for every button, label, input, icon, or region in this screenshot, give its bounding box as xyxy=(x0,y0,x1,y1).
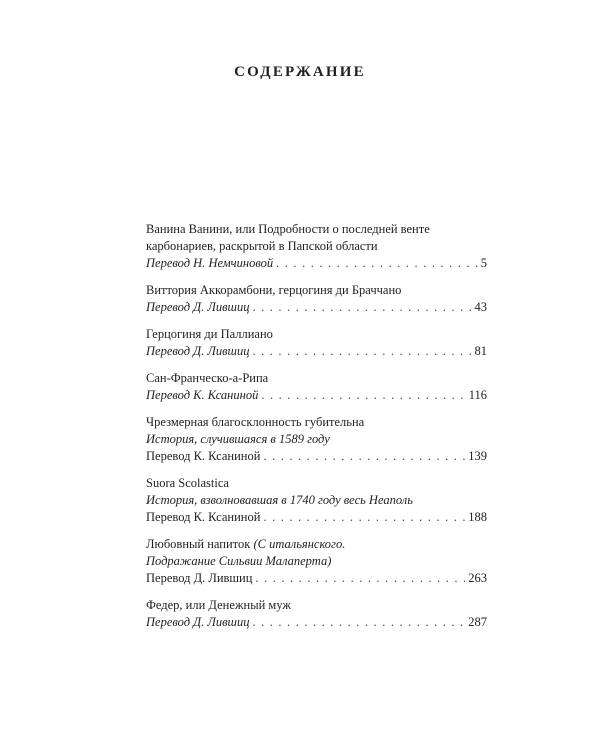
translator-line xyxy=(146,343,487,360)
translator-line xyxy=(146,509,487,526)
translator-credit: Перевод К. Ксаниной xyxy=(146,388,259,402)
table-of-contents xyxy=(146,221,487,641)
entry-title-note-continued: Подражание Сильвии Малаперта) xyxy=(146,554,332,568)
toc-entry-excessive-favor xyxy=(146,414,487,465)
page-number: 81 xyxy=(474,344,487,358)
entry-subtitle: История, взволновавшая в 1740 году весь Неаполь xyxy=(146,493,413,507)
entry-title: Чрезмерная благосклонность губительна xyxy=(146,415,365,429)
entry-title-continued: карбонариев, раскрытой в Папской области xyxy=(146,239,378,253)
toc-entry-duchess-paliano xyxy=(146,326,487,360)
entry-title: Сан-Франческо-а-Рипа xyxy=(146,371,269,385)
dot-leader xyxy=(263,509,465,526)
contents-heading: СОДЕРЖАНИЕ xyxy=(234,64,366,80)
dot-leader xyxy=(276,255,478,272)
entry-title: Герцогиня ди Паллиано xyxy=(146,327,273,341)
toc-entry-feder xyxy=(146,597,487,631)
entry-title-line xyxy=(146,536,487,553)
toc-entry-san-francesco-a-ripa xyxy=(146,370,487,404)
translator-credit: Перевод Н. Немчиновой xyxy=(146,256,274,270)
entry-title-note: (С итальянского. xyxy=(253,537,346,551)
translator-credit: Перевод Д. Лившиц xyxy=(146,344,250,358)
entry-title: Suora Scolastica xyxy=(146,476,229,490)
page-number: 5 xyxy=(480,256,487,270)
translator-line xyxy=(146,570,487,587)
dot-leader xyxy=(252,343,471,360)
page-number: 263 xyxy=(468,571,487,585)
page-number: 116 xyxy=(468,388,487,402)
toc-entry-vittoria-accoramboni xyxy=(146,282,487,316)
toc-entry-suora-scolastica xyxy=(146,475,487,526)
dot-leader xyxy=(255,570,465,587)
translator-line xyxy=(146,614,487,631)
translator-line xyxy=(146,255,487,272)
translator-credit: Перевод К. Ксаниной xyxy=(146,449,261,463)
translator-line xyxy=(146,387,487,404)
translator-credit: Перевод Д. Лившиц xyxy=(146,300,250,314)
dot-leader xyxy=(263,448,465,465)
entry-title: Виттория Аккорамбони, герцогиня ди Браччано xyxy=(146,283,402,297)
entry-title: Любовный напиток xyxy=(146,537,251,551)
entry-subtitle: История, случившаяся в 1589 году xyxy=(146,432,330,446)
dot-leader xyxy=(252,614,465,631)
page-number: 43 xyxy=(474,300,487,314)
toc-entry-vanina-vanini xyxy=(146,221,487,272)
translator-credit: Перевод К. Ксаниной xyxy=(146,510,261,524)
translator-credit: Перевод Д. Лившиц xyxy=(146,571,253,585)
translator-line xyxy=(146,299,487,316)
entry-title: Ванина Ванини, или Подробности о последней венте xyxy=(146,222,430,236)
translator-line xyxy=(146,448,487,465)
toc-entry-love-potion xyxy=(146,536,487,587)
page-number: 188 xyxy=(468,510,487,524)
dot-leader xyxy=(261,387,465,404)
dot-leader xyxy=(252,299,471,316)
entry-title: Федер, или Денежный муж xyxy=(146,598,292,612)
page-number: 139 xyxy=(468,449,487,463)
translator-credit: Перевод Д. Лившиц xyxy=(146,615,250,629)
page-number: 287 xyxy=(468,615,487,629)
